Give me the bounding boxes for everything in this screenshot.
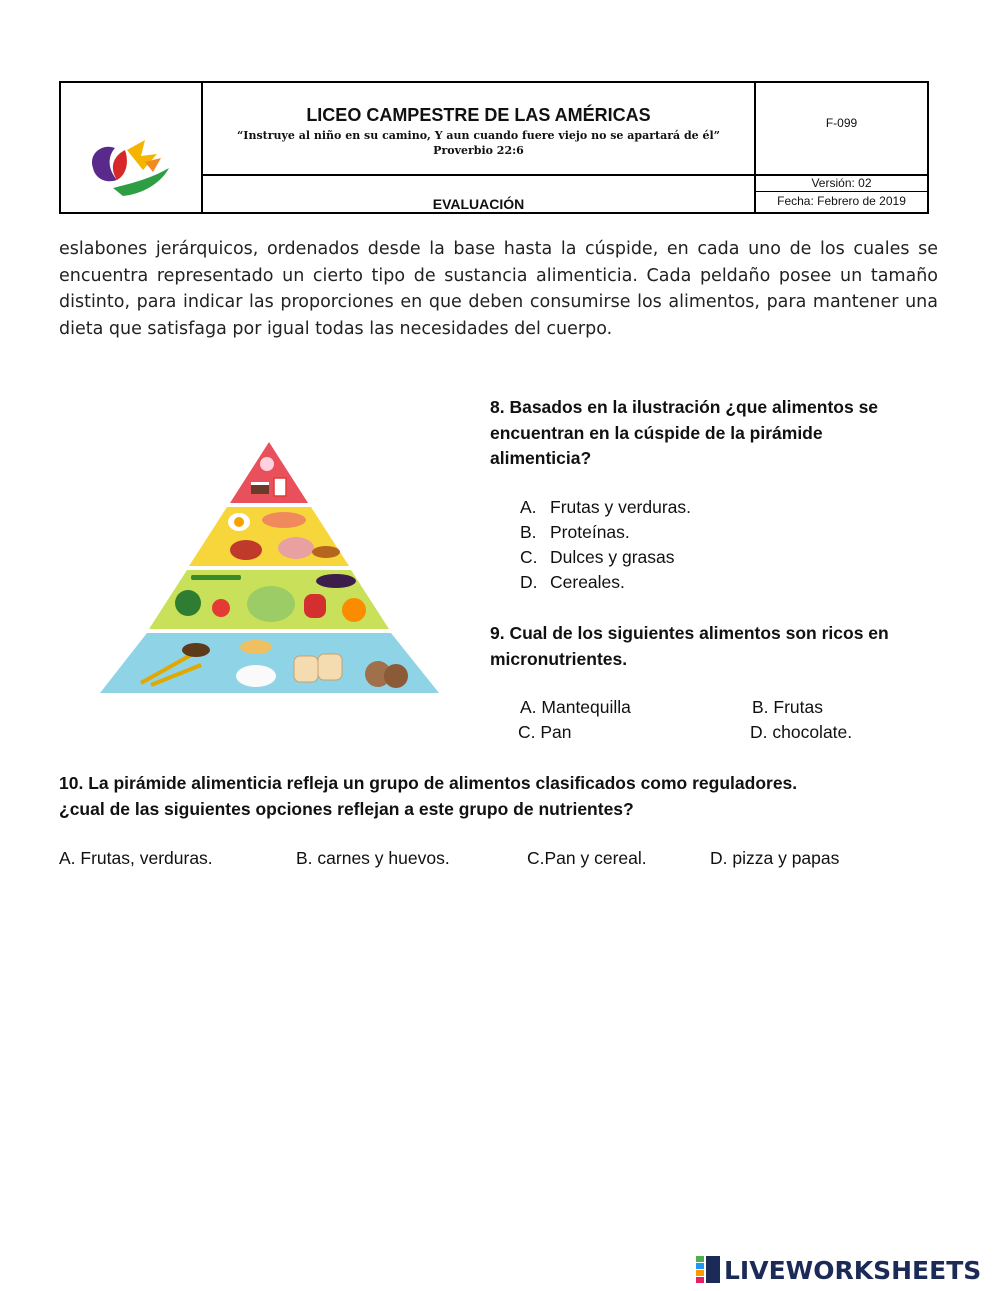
question-8 <box>490 395 878 472</box>
document-version: Versión: 02 <box>811 176 872 190</box>
school-motto: “Instruye al niño en su camino, Y aun cuando fuere viejo no se apartará de él” <box>236 129 720 142</box>
answer-option-c[interactable]: C. Pan <box>518 722 572 742</box>
section-cell <box>203 176 756 212</box>
question-8-line-2: encuentran en la cúspide de la pirámide <box>490 422 823 443</box>
bread-icon <box>294 656 318 682</box>
answer-option-b[interactable]: B. Frutas <box>752 697 823 717</box>
intro-paragraph: eslabones jerárquicos, ordenados desde la base hasta la cúspide, en cada uno de los cuales se encuentra representado un cierto tipo de sustancia alimenticia. Cada peldaño posee un tamaño distinto, para indicar las proporciones en que deben consumirse los alimentos, para mantener una dieta que satisfaga por igual todas las necesidades del cuerpo. <box>59 239 938 339</box>
answer-option-c[interactable]: C.Pan y cereal. <box>527 848 647 868</box>
orange-icon <box>342 598 366 622</box>
question-10-line-1: 10. La pirámide alimenticia refleja un grupo de alimentos clasificados como reguladores. <box>59 773 798 793</box>
tomato-icon <box>212 599 230 617</box>
answer-option[interactable]: A. Frutas y verduras. <box>520 497 692 517</box>
answer-option-d[interactable]: D. chocolate. <box>750 722 853 742</box>
question-8-options <box>520 495 691 595</box>
answer-option-d[interactable]: D. pizza y papas <box>710 848 840 868</box>
answer-option[interactable]: C. Dulces y grasas <box>520 547 675 567</box>
answer-option[interactable]: B. Proteínas. <box>520 522 630 542</box>
question-10 <box>59 771 797 822</box>
question-9-line-2: micronutrientes. <box>490 648 628 669</box>
ham-icon <box>278 537 314 559</box>
liveworksheets-logo-icon <box>696 1256 722 1284</box>
answer-option[interactable]: D. Cereales. <box>520 572 625 592</box>
school-name: LICEO CAMPESTRE DE LAS AMÉRICAS <box>306 105 651 125</box>
document-header <box>59 81 929 214</box>
title-cell <box>203 83 756 176</box>
date-cell <box>756 192 927 212</box>
document-date: Fecha: Febrero de 2019 <box>777 194 906 208</box>
logo-cell <box>61 83 203 212</box>
eggplant-icon <box>316 574 356 588</box>
chicken-leg-icon <box>230 540 262 560</box>
school-logo-icon <box>83 128 183 208</box>
section-title: EVALUACIÓN <box>432 196 525 212</box>
question-8-line-3: alimenticia? <box>490 448 592 468</box>
pepper-icon <box>304 594 326 618</box>
brand-name: LIVEWORKSHEETS <box>724 1255 982 1285</box>
cabbage-icon <box>247 586 295 622</box>
document-code: F-099 <box>825 116 858 130</box>
cake-icon <box>251 484 269 494</box>
answer-option-b[interactable]: B. carnes y huevos. <box>296 848 450 868</box>
croissant-icon <box>240 640 272 654</box>
rice-icon <box>236 665 276 687</box>
question-10-line-2: ¿cual de las siguientes opciones reflejan a este grupo de nutrientes? <box>59 798 634 819</box>
broccoli-icon <box>175 590 201 616</box>
question-9 <box>490 621 889 672</box>
food-pyramid-illustration <box>96 440 442 700</box>
motto-reference: Proverbio 22:6 <box>433 144 524 157</box>
answer-option-a[interactable]: A. Mantequilla <box>520 697 631 717</box>
salmon-icon <box>262 512 306 528</box>
version-cell <box>756 176 927 192</box>
popcorn-icon <box>274 478 286 496</box>
code-cell <box>756 83 927 176</box>
question-9-line-1: 9. Cual de los siguientes alimentos son ricos en <box>490 623 889 643</box>
ice-cream-icon <box>260 457 274 471</box>
question-8-line-1: 8. Basados en la ilustración ¿que alimentos se <box>490 397 879 417</box>
answer-option-a[interactable]: A. Frutas, verduras. <box>59 848 213 868</box>
liveworksheets-brand <box>696 1255 981 1285</box>
